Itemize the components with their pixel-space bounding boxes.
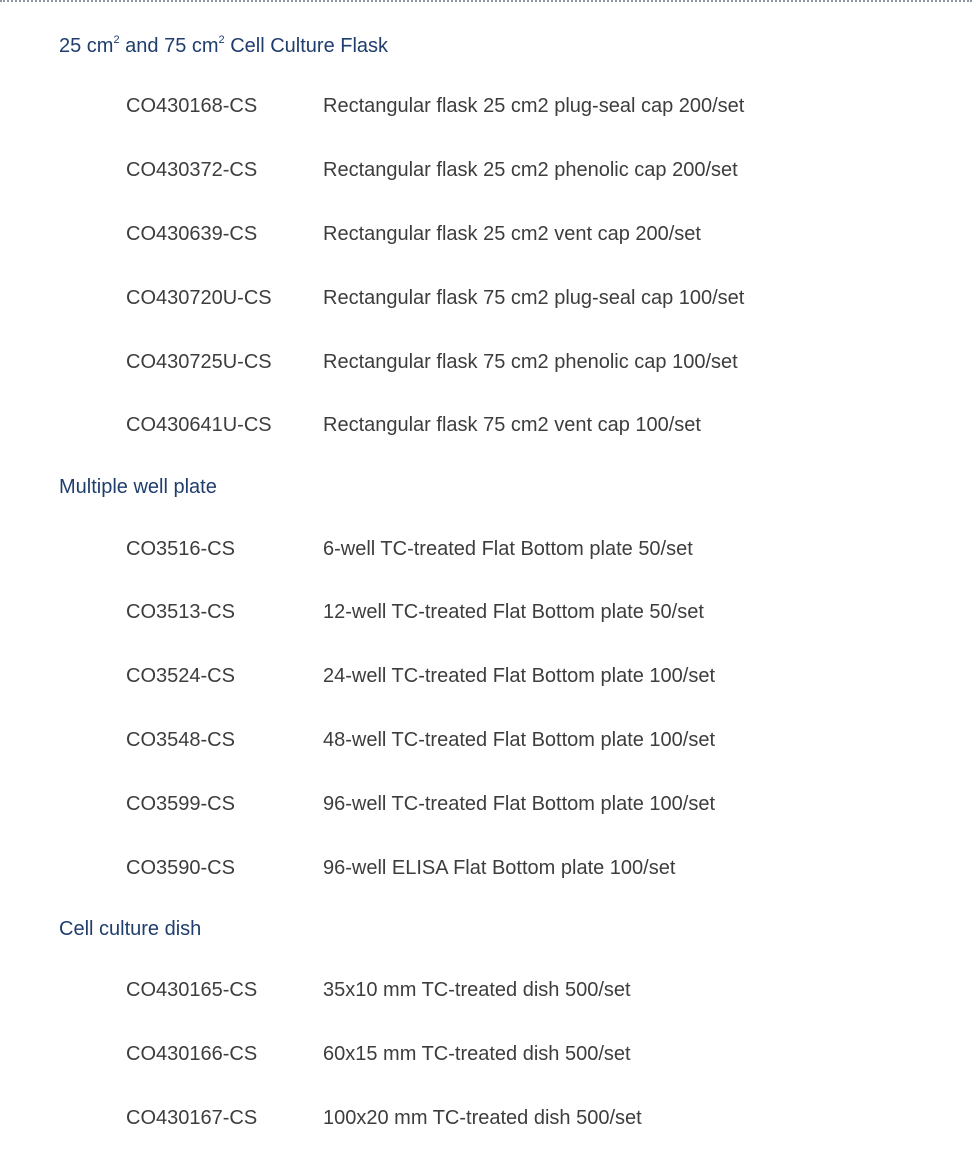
product-code: CO430641U-CS (126, 414, 272, 436)
product-description: 100x20 mm TC-treated dish 500/set (323, 1107, 642, 1129)
product-code: CO430725U-CS (126, 351, 272, 373)
product-description: Rectangular flask 25 cm2 vent cap 200/set (323, 223, 701, 245)
product-description: 6-well TC-treated Flat Bottom plate 50/set (323, 538, 693, 560)
product-description: Rectangular flask 25 cm2 plug-seal cap 200/set (323, 95, 745, 117)
title-text-part: Cell Culture Flask (224, 35, 389, 57)
product-description: 12-well TC-treated Flat Bottom plate 50/set (323, 601, 704, 623)
product-code: CO3516-CS (126, 538, 235, 560)
top-dotted-rule (0, 0, 972, 2)
list-item (0, 664, 972, 688)
list-item (0, 158, 972, 182)
product-code: CO3513-CS (126, 601, 235, 623)
product-code: CO3590-CS (126, 857, 235, 879)
product-code: CO430168-CS (126, 95, 258, 117)
title-text-part: 25 cm (59, 35, 114, 57)
product-code: CO430639-CS (126, 223, 258, 245)
list-item (0, 1106, 972, 1130)
list-item (0, 1042, 972, 1066)
list-item (0, 728, 972, 752)
section-title-cell-culture-dish: Cell culture dish (59, 918, 202, 940)
product-description: 96-well ELISA Flat Bottom plate 100/set (323, 857, 676, 879)
list-item (0, 856, 972, 880)
product-description: Rectangular flask 25 cm2 phenolic cap 200/set (323, 159, 738, 181)
list-item (0, 94, 972, 118)
product-code: CO430720U-CS (126, 287, 272, 309)
superscript: 2 (218, 34, 225, 46)
product-code: CO430166-CS (126, 1043, 258, 1065)
product-code: CO3524-CS (126, 665, 235, 687)
section-title-multiple-well-plate: Multiple well plate (59, 476, 217, 498)
title-text-part: and 75 cm (119, 35, 219, 57)
product-code: CO430167-CS (126, 1107, 258, 1129)
product-description: 48-well TC-treated Flat Bottom plate 100/set (323, 729, 716, 751)
product-description: Rectangular flask 75 cm2 plug-seal cap 100/set (323, 287, 745, 309)
product-code: CO3548-CS (126, 729, 235, 751)
product-description: 96-well TC-treated Flat Bottom plate 100/set (323, 793, 716, 815)
product-description: 24-well TC-treated Flat Bottom plate 100/set (323, 665, 716, 687)
product-description: 60x15 mm TC-treated dish 500/set (323, 1043, 631, 1065)
list-item (0, 413, 972, 437)
list-item (0, 537, 972, 561)
list-item (0, 792, 972, 816)
product-code: CO3599-CS (126, 793, 235, 815)
product-code: CO430165-CS (126, 979, 258, 1001)
list-item (0, 222, 972, 246)
list-item (0, 600, 972, 624)
product-description: Rectangular flask 75 cm2 vent cap 100/set (323, 414, 701, 436)
list-item (0, 978, 972, 1002)
section-title-cell-culture-flask (59, 34, 388, 58)
product-description: Rectangular flask 75 cm2 phenolic cap 100/set (323, 351, 738, 373)
product-code: CO430372-CS (126, 159, 258, 181)
product-description: 35x10 mm TC-treated dish 500/set (323, 979, 631, 1001)
superscript: 2 (113, 34, 120, 46)
list-item (0, 286, 972, 310)
list-item (0, 350, 972, 374)
